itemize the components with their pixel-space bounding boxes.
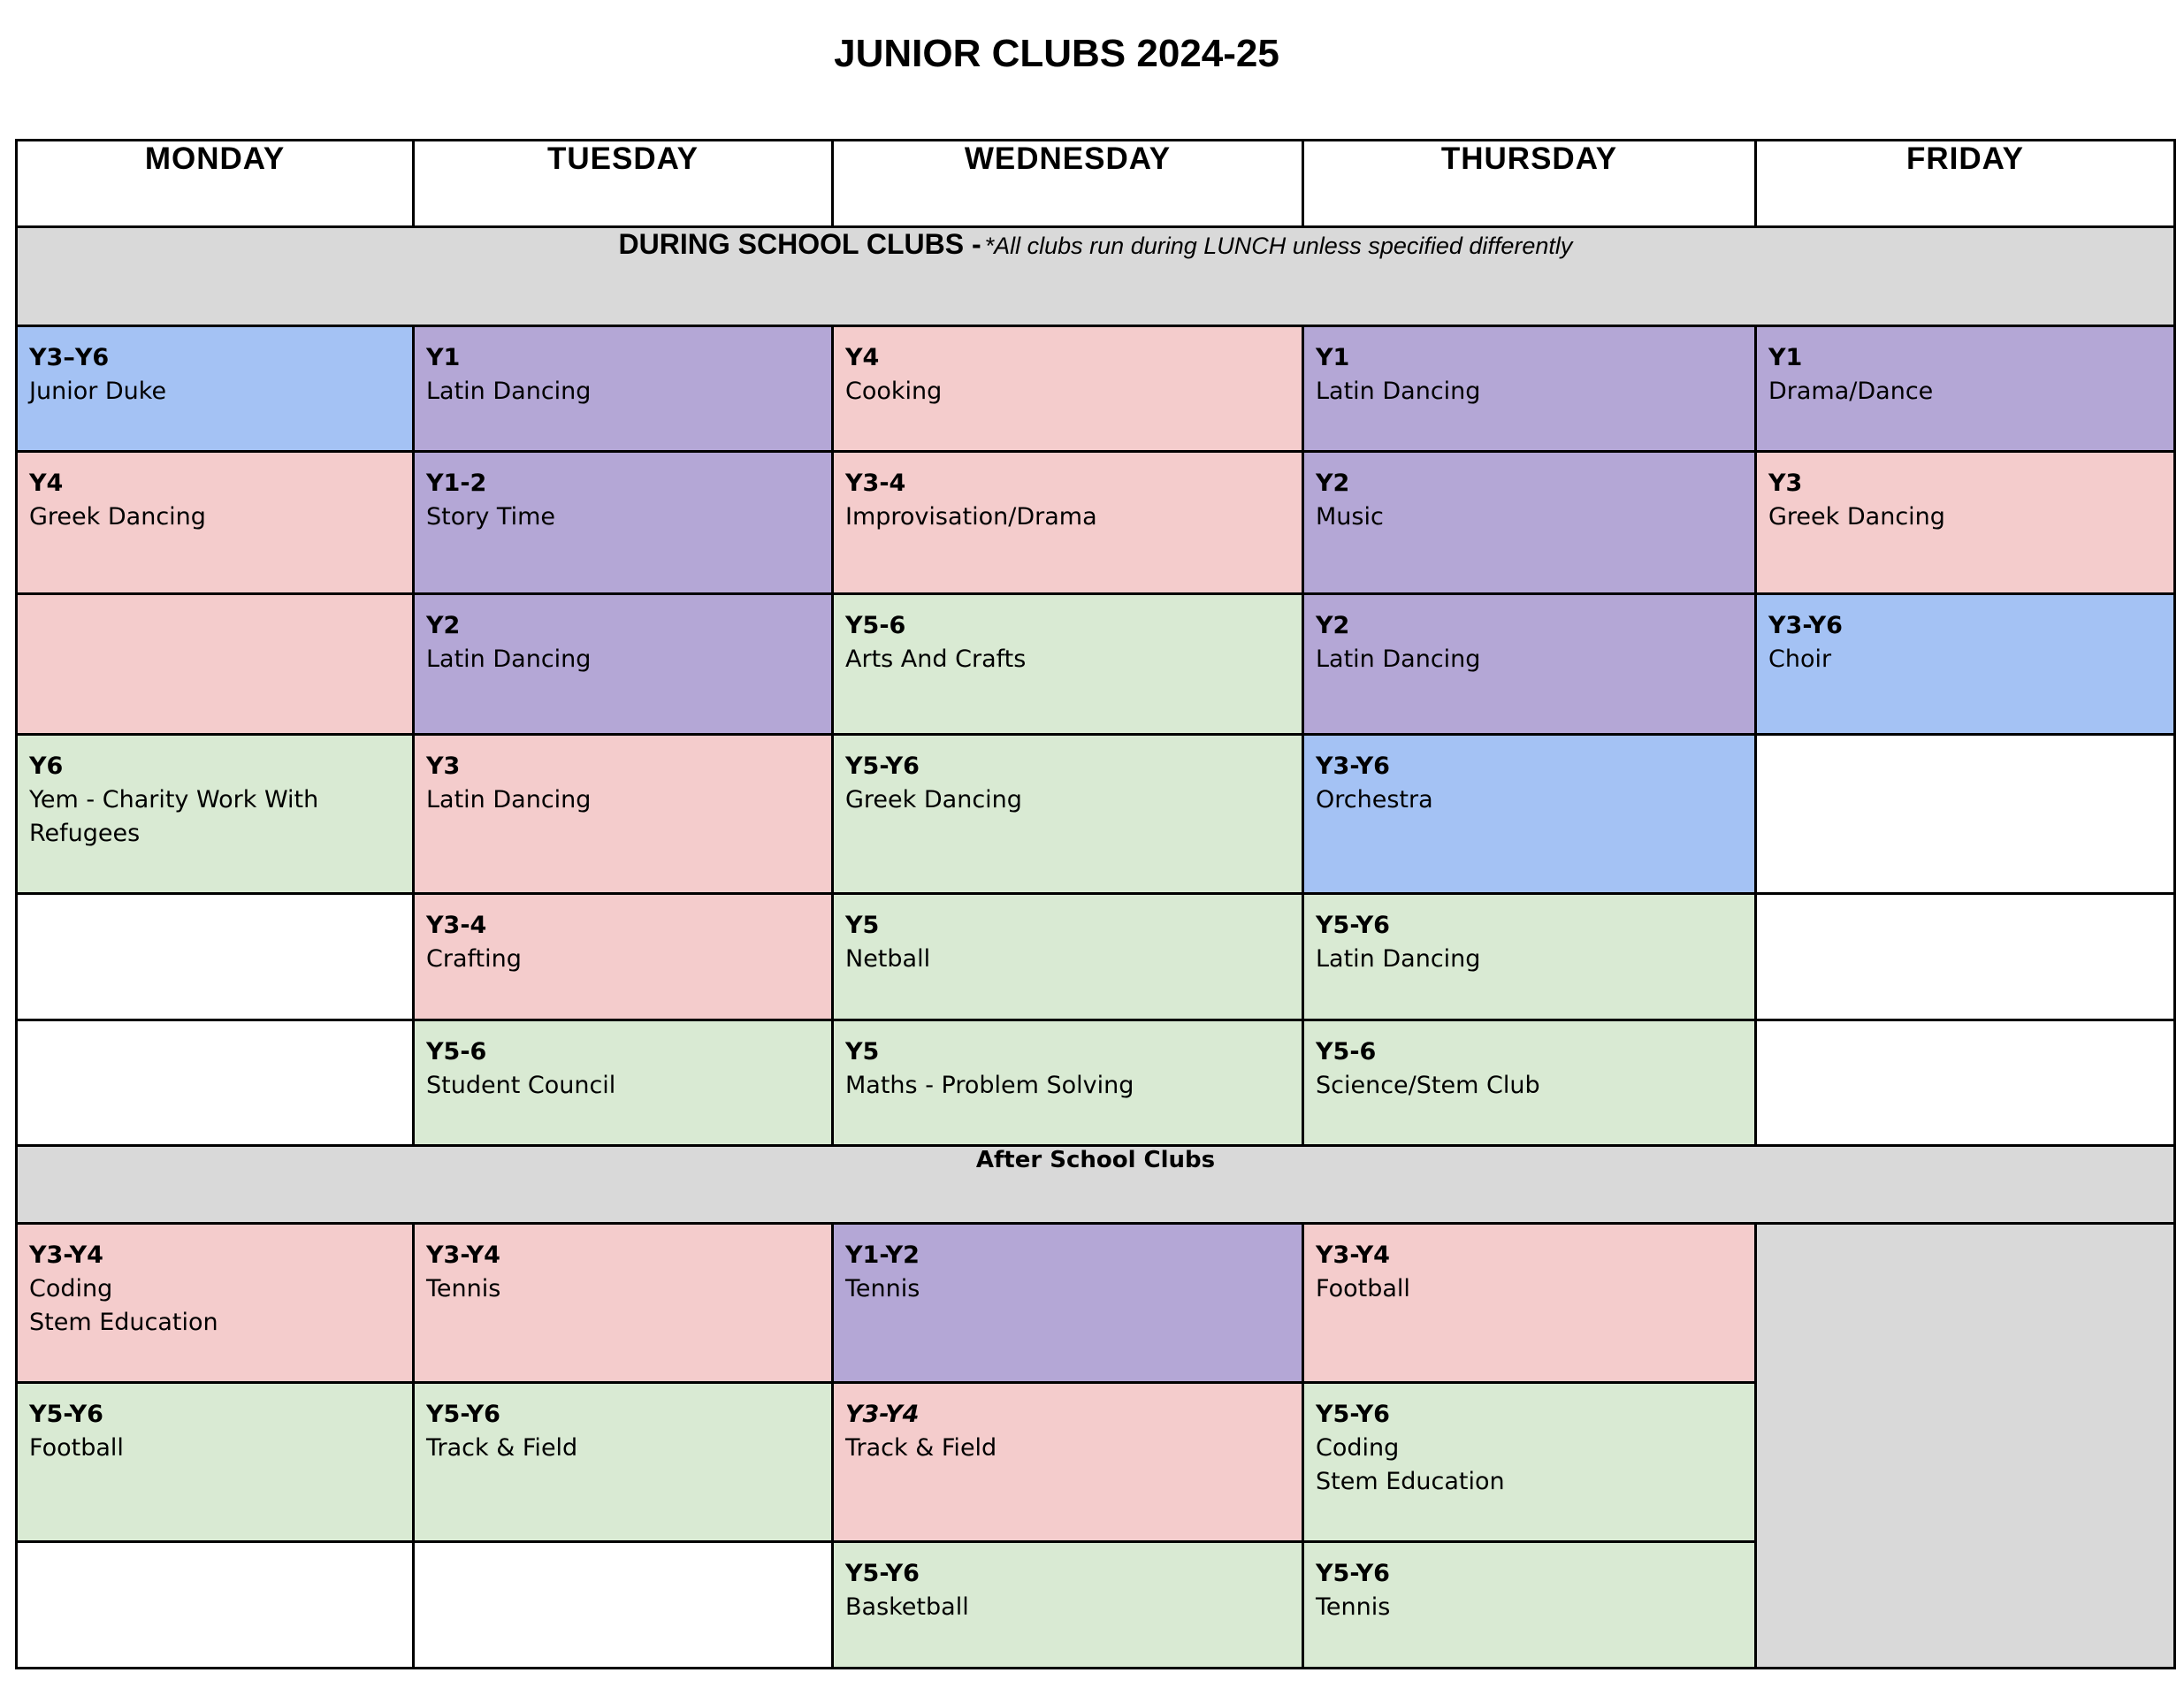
club-activity: Choir xyxy=(1768,645,1832,673)
club-activity: Improvisation/Drama xyxy=(845,503,1097,531)
club-cell-tuesday-empty xyxy=(414,1542,833,1669)
club-cell-monday xyxy=(17,326,414,452)
club-cell-tuesday xyxy=(414,1020,833,1146)
club-year: Y5-Y6 xyxy=(29,1401,103,1428)
club-cell-wednesday xyxy=(833,1020,1303,1146)
club-cell-friday xyxy=(1756,594,2175,735)
during-school-section-row xyxy=(17,227,2175,326)
club-year: Y3 xyxy=(1768,470,1803,497)
club-cell-friday-empty xyxy=(1756,735,2175,894)
club-cell-monday-empty xyxy=(17,1020,414,1146)
day-header-wednesday: WEDNESDAY xyxy=(833,141,1303,227)
club-activity: Orchestra xyxy=(1316,786,1433,813)
club-activity: Crafting xyxy=(426,945,522,973)
clubs-timetable xyxy=(15,139,2176,1669)
club-year: Y4 xyxy=(29,470,64,497)
club-year: Y5 xyxy=(845,1038,880,1066)
club-cell-monday xyxy=(17,1383,414,1542)
during-row xyxy=(17,1020,2175,1146)
club-activity: Greek Dancing xyxy=(1768,503,1945,531)
club-year: Y3–Y6 xyxy=(29,344,110,371)
club-cell-wednesday xyxy=(833,1542,1303,1669)
club-activity: Greek Dancing xyxy=(29,503,206,531)
club-cell-wednesday xyxy=(833,735,1303,894)
club-year: Y5 xyxy=(845,912,880,939)
club-cell-thursday xyxy=(1303,1383,1756,1542)
during-row xyxy=(17,735,2175,894)
club-cell-wednesday xyxy=(833,594,1303,735)
club-activity: Track & Field xyxy=(845,1434,997,1462)
club-year: Y5-Y6 xyxy=(845,1560,920,1587)
club-year: Y5-6 xyxy=(845,612,906,639)
club-cell-wednesday xyxy=(833,1383,1303,1542)
club-activity: Basketball xyxy=(845,1593,969,1621)
club-year: Y1-2 xyxy=(426,470,487,497)
club-year: Y1 xyxy=(1316,344,1350,371)
club-activity: Maths - Problem Solving xyxy=(845,1072,1134,1099)
club-cell-tuesday xyxy=(414,452,833,594)
club-cell-friday-empty xyxy=(1756,1020,2175,1146)
after-school-section-row xyxy=(17,1146,2175,1224)
club-year: Y6 xyxy=(29,752,64,780)
club-activity: Junior Duke xyxy=(29,378,167,405)
club-year: Y3-4 xyxy=(845,470,906,497)
club-year: Y5-Y6 xyxy=(1316,1560,1390,1587)
club-year: Y3-Y4 xyxy=(29,1241,103,1269)
club-year: Y2 xyxy=(426,612,461,639)
club-cell-thursday xyxy=(1303,1224,1756,1383)
club-activity: Student Council xyxy=(426,1072,616,1099)
club-cell-thursday xyxy=(1303,1542,1756,1669)
club-year: Y1-Y2 xyxy=(845,1241,920,1269)
after-row xyxy=(17,1224,2175,1383)
club-year: Y4 xyxy=(845,344,880,371)
club-cell-tuesday xyxy=(414,1383,833,1542)
club-activity: Latin Dancing xyxy=(426,786,592,813)
club-year: Y5-Y6 xyxy=(426,1401,500,1428)
club-activity: Latin Dancing xyxy=(1316,945,1481,973)
club-year: Y3-Y4 xyxy=(426,1241,500,1269)
club-activity: Science/Stem Club xyxy=(1316,1072,1540,1099)
club-cell-monday-empty xyxy=(17,594,414,735)
during-school-heading: DURING SCHOOL CLUBS - xyxy=(618,228,981,260)
club-year: Y3-Y4 xyxy=(845,1401,920,1428)
club-activity: Football xyxy=(29,1434,124,1462)
club-activity: Coding Stem Education xyxy=(29,1275,218,1336)
during-row xyxy=(17,452,2175,594)
club-cell-thursday xyxy=(1303,1020,1756,1146)
during-row xyxy=(17,894,2175,1020)
club-cell-monday-empty xyxy=(17,894,414,1020)
club-year: Y3-Y6 xyxy=(1316,752,1390,780)
club-cell-tuesday xyxy=(414,326,833,452)
club-cell-monday-empty xyxy=(17,1542,414,1669)
club-cell-monday xyxy=(17,1224,414,1383)
club-activity: Drama/Dance xyxy=(1768,378,1934,405)
club-activity: Story Time xyxy=(426,503,555,531)
club-cell-wednesday xyxy=(833,452,1303,594)
after-school-heading: After School Clubs xyxy=(975,1147,1216,1173)
club-year: Y5-Y6 xyxy=(1316,912,1390,939)
club-cell-monday xyxy=(17,452,414,594)
club-activity: Arts And Crafts xyxy=(845,645,1027,673)
club-activity: Latin Dancing xyxy=(1316,645,1481,673)
club-activity: Latin Dancing xyxy=(426,645,592,673)
club-cell-friday-after-blank xyxy=(1756,1224,2175,1669)
during-school-note: *All clubs run during LUNCH unless specified differently xyxy=(984,233,1573,259)
club-year: Y2 xyxy=(1316,470,1350,497)
club-cell-tuesday xyxy=(414,735,833,894)
club-cell-tuesday xyxy=(414,594,833,735)
club-cell-wednesday xyxy=(833,326,1303,452)
club-activity: Tennis xyxy=(426,1275,501,1302)
club-activity: Tennis xyxy=(1316,1593,1391,1621)
club-year: Y5-6 xyxy=(1316,1038,1377,1066)
club-cell-thursday xyxy=(1303,594,1756,735)
club-activity: Latin Dancing xyxy=(426,378,592,405)
club-year: Y3-Y6 xyxy=(1768,612,1843,639)
club-activity: Yem - Charity Work With Refugees xyxy=(29,786,319,847)
club-activity: Netball xyxy=(845,945,931,973)
club-activity: Football xyxy=(1316,1275,1410,1302)
club-cell-friday xyxy=(1756,452,2175,594)
club-year: Y2 xyxy=(1316,612,1350,639)
day-header-friday: FRIDAY xyxy=(1756,141,2175,227)
club-cell-monday xyxy=(17,735,414,894)
club-activity: Music xyxy=(1316,503,1384,531)
during-row xyxy=(17,326,2175,452)
during-row xyxy=(17,594,2175,735)
club-year: Y5-6 xyxy=(426,1038,487,1066)
club-cell-tuesday xyxy=(414,894,833,1020)
club-activity: Latin Dancing xyxy=(1316,378,1481,405)
day-header-thursday: THURSDAY xyxy=(1303,141,1756,227)
club-activity: Greek Dancing xyxy=(845,786,1022,813)
day-header-monday: MONDAY xyxy=(17,141,414,227)
club-cell-thursday xyxy=(1303,452,1756,594)
day-header-tuesday: TUESDAY xyxy=(414,141,833,227)
during-school-section-header xyxy=(17,227,2175,326)
page-title: JUNIOR CLUBS 2024-25 xyxy=(834,32,1279,75)
club-year: Y3-4 xyxy=(426,912,487,939)
club-cell-tuesday xyxy=(414,1224,833,1383)
club-year: Y1 xyxy=(1768,344,1803,371)
club-year: Y5-Y6 xyxy=(845,752,920,780)
day-header-row xyxy=(17,141,2175,227)
club-activity: Coding Stem Education xyxy=(1316,1434,1505,1495)
club-year: Y5-Y6 xyxy=(1316,1401,1390,1428)
after-school-section-header xyxy=(17,1146,2175,1224)
club-activity: Tennis xyxy=(845,1275,920,1302)
club-cell-thursday xyxy=(1303,894,1756,1020)
club-cell-wednesday xyxy=(833,894,1303,1020)
club-year: Y3 xyxy=(426,752,461,780)
club-activity: Track & Field xyxy=(426,1434,578,1462)
club-year: Y1 xyxy=(426,344,461,371)
club-activity: Cooking xyxy=(845,378,943,405)
club-cell-friday xyxy=(1756,326,2175,452)
club-cell-thursday xyxy=(1303,735,1756,894)
club-cell-thursday xyxy=(1303,326,1756,452)
club-cell-wednesday xyxy=(833,1224,1303,1383)
club-year: Y3-Y4 xyxy=(1316,1241,1390,1269)
club-cell-friday-empty xyxy=(1756,894,2175,1020)
